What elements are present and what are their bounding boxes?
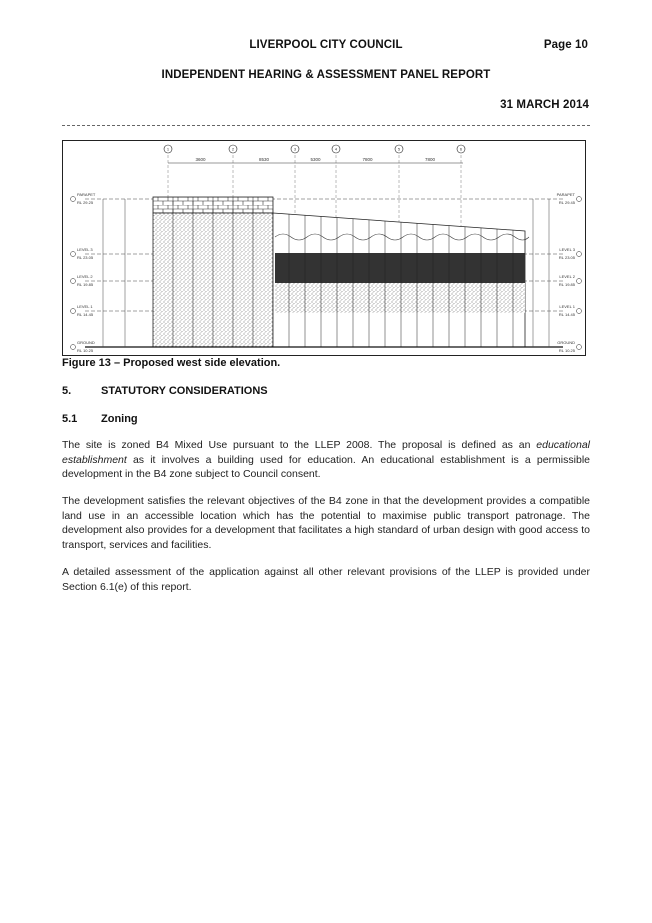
level-marker (577, 309, 582, 314)
dimension-label: 5300 (310, 157, 321, 162)
level-label-right: PARAPET (556, 192, 575, 197)
stipple-band (275, 283, 525, 313)
elevation-svg (63, 141, 587, 357)
level-rl-left: RL 19.85 (77, 282, 94, 287)
report-date: 31 MARCH 2014 (500, 99, 589, 111)
right-level-tags (557, 192, 582, 353)
level-rl-left: RL 29.25 (77, 200, 94, 205)
grid-marker-label: 1 (166, 146, 170, 152)
section-51-title: Zoning (101, 413, 138, 425)
level-marker (577, 197, 582, 202)
level-label-left: PARAPET (77, 192, 96, 197)
grid-marker-label: 6 (459, 146, 463, 152)
left-level-tags (71, 192, 96, 353)
paragraph-zoning-text-a: The site is zoned B4 Mixed Use pursuant to the LLEP 2008. The proposal is defined as an (62, 439, 537, 451)
level-label-left: LEVEL 3 (77, 247, 93, 252)
level-rl-left: RL 14.45 (77, 312, 94, 317)
level-marker (577, 252, 582, 257)
level-rl-left: RL 10.25 (77, 348, 94, 353)
section-5-number: 5. (62, 385, 72, 397)
level-rl-right: RL 23.05 (558, 255, 575, 260)
paragraph-zoning (62, 438, 590, 482)
elevation-drawing (62, 140, 586, 356)
grid-marker-label: 3 (293, 146, 297, 152)
figure-caption: Figure 13 – Proposed west side elevation. (62, 357, 281, 369)
level-rl-right: RL 29.45 (558, 200, 575, 205)
dimension-label: 8530 (258, 157, 270, 162)
level-marker (577, 345, 582, 350)
level-rl-left: RL 23.05 (77, 255, 94, 260)
level-marker (71, 345, 76, 350)
grid-marker-label: 2 (231, 146, 235, 152)
level-label-right: LEVEL 3 (559, 247, 575, 252)
paragraph-zoning-text-b: as it involves a building used for education. An educational establishment is a permissible development in the B4 zone subject to Council consent. (62, 453, 590, 481)
level-marker (577, 279, 582, 284)
dark-glazing-band (275, 253, 525, 283)
report-title: INDEPENDENT HEARING & ASSESSMENT PANEL REPORT (161, 69, 491, 81)
page-number: Page 10 (543, 39, 588, 51)
level-label-left: LEVEL 1 (77, 304, 93, 309)
level-marker (71, 197, 76, 202)
header-divider (62, 125, 590, 126)
level-marker (71, 309, 76, 314)
level-label-right: LEVEL 2 (559, 274, 575, 279)
paragraph-zoning-emphasis: educational establishment (62, 439, 590, 466)
level-label-right: GROUND (557, 340, 575, 345)
level-label-right: LEVEL 1 (559, 304, 575, 309)
level-rl-right: RL 19.85 (558, 282, 575, 287)
level-label-left: GROUND (77, 340, 95, 345)
council-name: LIVERPOOL CITY COUNCIL (249, 39, 403, 51)
section-5-title: STATUTORY CONSIDERATIONS (101, 385, 268, 397)
dimension-label: 7800 (424, 157, 436, 162)
level-rl-right: RL 10.25 (558, 348, 575, 353)
dimension-label: 3600 (195, 157, 206, 162)
paragraph-objectives: The development satisfies the relevant objectives of the B4 zone in that the development provides a compatible land use in an accessible location which has the potential to maximise public transport patronage. The development also provides for a development that facilitates a high standard of urban design with good access to transport, services and facilities. (62, 495, 590, 551)
dimension-label: 7800 (362, 157, 373, 162)
section-51-number: 5.1 (62, 413, 78, 425)
paragraph-assessment: A detailed assessment of the application against all other relevant provisions of the LLEP is provided under Section 6.1(e) of this report. (62, 566, 590, 593)
grid-marker-label: 4 (334, 146, 338, 152)
grid-marker-label: 5 (397, 146, 401, 152)
level-rl-right: RL 14.45 (558, 312, 575, 317)
level-marker (71, 252, 76, 257)
level-marker (71, 279, 76, 284)
level-label-left: LEVEL 2 (77, 274, 93, 279)
